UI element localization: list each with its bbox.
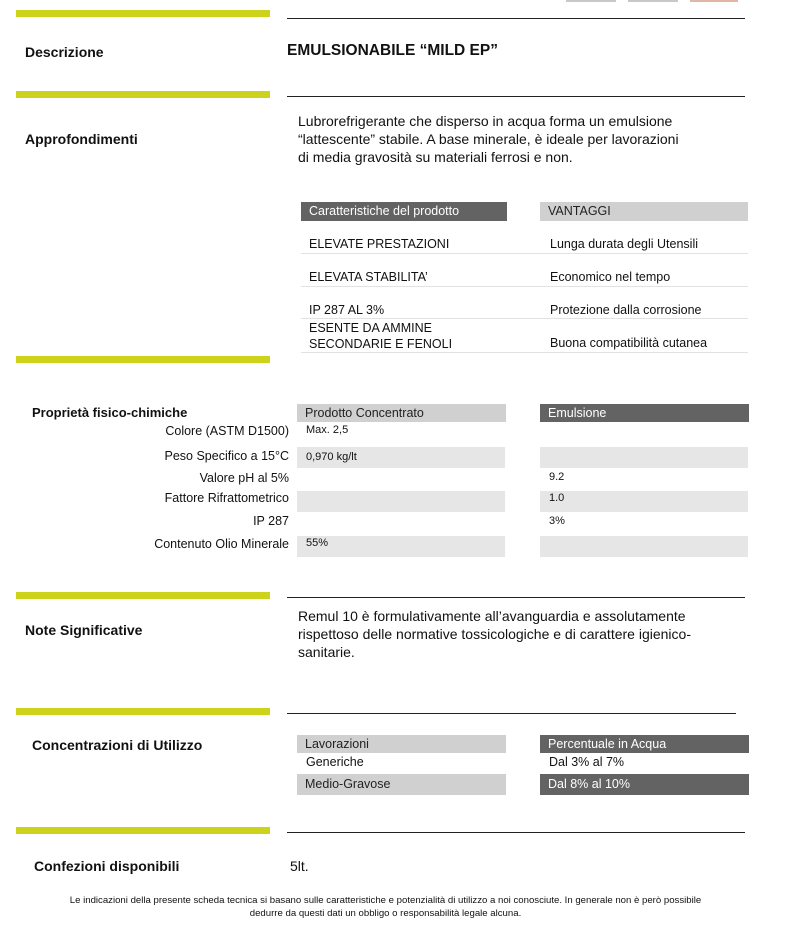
property-concentrate-value: 55% xyxy=(306,537,329,549)
feature-item: ELEVATA STABILITA’ xyxy=(309,270,428,284)
section-title-descrizione: Descrizione xyxy=(25,44,104,60)
section-title-approfondimenti: Approfondimenti xyxy=(25,131,138,147)
property-label: Valore pH al 5% xyxy=(199,471,289,485)
features-header-right: VANTAGGI xyxy=(540,202,748,221)
disclaimer-line: dedurre da questi dati un obbligo o responsabilità legale alcuna. xyxy=(249,908,522,919)
note-paragraph xyxy=(298,607,691,661)
property-label: Fattore Rifrattometrico xyxy=(164,491,289,505)
section-divider-bar xyxy=(16,91,270,98)
feature-item: ELEVATE PRESTAZIONI xyxy=(309,237,450,251)
feature-item xyxy=(309,320,452,352)
property-label: Peso Specifico a 15°C xyxy=(164,449,289,463)
property-concentrate-value: 0,970 kg/lt xyxy=(306,451,357,463)
section-rule xyxy=(287,713,736,714)
section-title-confezioni: Confezioni disponibili xyxy=(34,858,180,874)
advantage-item: Buona compatibilità cutanea xyxy=(550,336,708,350)
description-line: “lattescente” stabile. A base minerale, è ideale per lavorazioni xyxy=(298,131,679,147)
section-rule xyxy=(287,96,745,97)
property-cell-background xyxy=(540,536,748,557)
header-stub xyxy=(690,0,738,2)
section-divider-bar xyxy=(16,827,270,834)
property-label: IP 287 xyxy=(253,514,289,528)
description-line: di media gravosità su materiali ferrosi e non. xyxy=(298,149,573,165)
section-divider-bar xyxy=(16,356,270,363)
feature-item-line: SECONDARIE E FENOLI xyxy=(309,337,453,351)
section-rule xyxy=(287,832,745,833)
description-line: Lubrorefrigerante che disperso in acqua forma un emulsione xyxy=(298,113,673,129)
feature-item: IP 287 AL 3% xyxy=(309,303,385,317)
property-emulsion-value: 3% xyxy=(549,515,565,527)
feature-item-line: ESENTE DA AMMINE xyxy=(309,321,432,335)
section-title-note: Note Significative xyxy=(25,622,143,638)
property-cell-background xyxy=(297,536,505,557)
section-divider-bar xyxy=(16,708,270,715)
usage-percent: Dal 8% al 10% xyxy=(540,774,749,795)
usage-work: Generiche xyxy=(306,755,364,769)
row-divider xyxy=(301,286,748,287)
disclaimer xyxy=(18,894,753,920)
property-label: Contenuto Olio Minerale xyxy=(154,537,289,551)
description-paragraph xyxy=(298,112,679,166)
properties-header-concentrate: Prodotto Concentrato xyxy=(297,404,506,422)
section-divider-bar xyxy=(16,10,270,17)
usage-header-work: Lavorazioni xyxy=(297,735,506,753)
section-title-concentrazioni: Concentrazioni di Utilizzo xyxy=(32,737,203,753)
property-concentrate-value: Max. 2,5 xyxy=(306,424,349,436)
property-emulsion-value: 1.0 xyxy=(549,492,565,504)
section-rule xyxy=(287,597,745,598)
property-cell-background xyxy=(540,491,748,512)
disclaimer-line: Le indicazioni della presente scheda tecnica si basano sulle caratteristiche e potenzialità di utilizzo a noi conosciute. In generale non è però possibile xyxy=(69,895,702,906)
property-label: Colore (ASTM D1500) xyxy=(165,424,289,438)
section-title-proprieta: Proprietà fisico-chimiche xyxy=(32,405,188,420)
properties-header-emulsion: Emulsione xyxy=(540,404,749,422)
advantage-item: Protezione dalla corrosione xyxy=(550,303,702,317)
usage-percent: Dal 3% al 7% xyxy=(549,755,625,769)
header-stub xyxy=(628,0,678,2)
packaging-value: 5lt. xyxy=(290,858,309,874)
note-line: Remul 10 è formulativamente all’avanguardia e assolutamente xyxy=(298,608,686,624)
advantage-item: Lunga durata degli Utensili xyxy=(550,237,699,251)
header-stub xyxy=(566,0,616,2)
property-emulsion-value: 9.2 xyxy=(549,471,565,483)
section-rule xyxy=(287,18,745,19)
features-header-left: Caratteristiche del prodotto xyxy=(301,202,507,221)
note-line: rispettoso delle normative tossicologiche e di carattere igienico- xyxy=(298,626,691,642)
note-line: sanitarie. xyxy=(298,644,355,660)
row-divider xyxy=(301,352,748,353)
usage-work: Medio-Gravose xyxy=(297,774,506,795)
usage-header-percent: Percentuale in Acqua xyxy=(540,735,749,753)
advantage-item: Economico nel tempo xyxy=(550,270,671,284)
section-divider-bar xyxy=(16,592,270,599)
property-cell-background xyxy=(297,491,505,512)
row-divider xyxy=(301,318,748,319)
property-cell-background xyxy=(540,447,748,468)
product-name: EMULSIONABILE “MILD EP” xyxy=(287,42,498,59)
row-divider xyxy=(301,253,748,254)
